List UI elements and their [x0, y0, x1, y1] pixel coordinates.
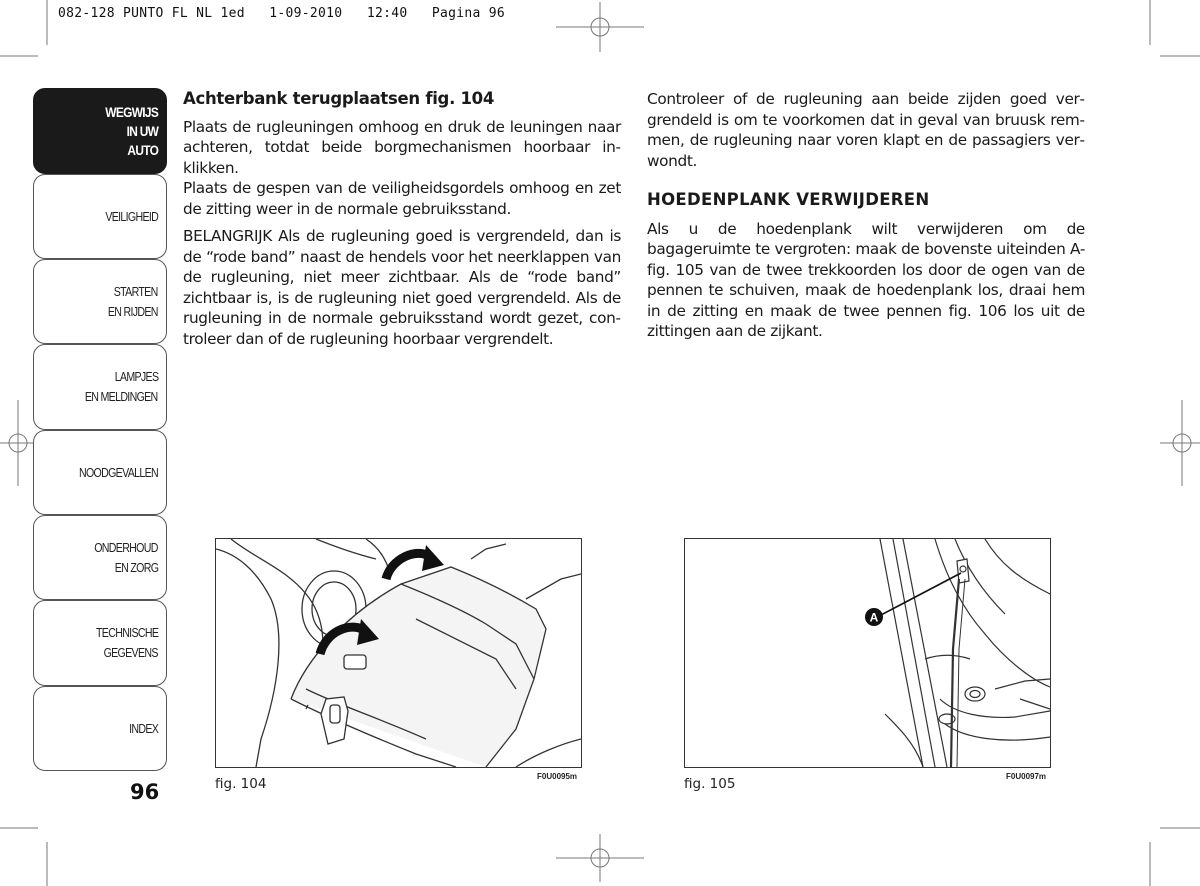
tab-wegwijs-in-uw-auto[interactable]: WEGWIJS IN UW AUTO — [33, 88, 167, 174]
paragraph-controleer: Controleer of de rugleuning aan beide zijden goed vergrendeld is om te voorkomen dat in geval van bruusk remmen, de rugleuning naar voren klapt en de passagiers verwondt. — [647, 90, 1085, 170]
tab-lampjes-en-meldingen[interactable]: LAMPJES EN MELDINGEN — [33, 344, 167, 430]
section-heading-achterbank: Achterbank terugplaatsen fig. 104 — [183, 89, 495, 108]
callout-a-marker — [865, 608, 883, 626]
figure-104-image — [215, 538, 582, 768]
tab-veiligheid[interactable]: VEILIGHEID — [33, 174, 167, 259]
tab-technische-gegevens[interactable]: TECHNISCHE GEGEVENS — [33, 600, 167, 686]
registration-mark-right — [1160, 400, 1200, 486]
right-column — [647, 89, 1085, 342]
figure-105-caption: fig. 105 — [684, 776, 736, 792]
page-number: 96 — [130, 780, 160, 804]
registration-mark-top — [556, 2, 644, 52]
print-slug: 082-128 PUNTO FL NL 1ed 1-09-2010 12:40 Pagina 96 — [58, 6, 505, 21]
figure-105-image — [684, 538, 1051, 768]
section-heading-hoedenplank: HOEDENPLANK VERWIJDEREN — [647, 190, 930, 209]
figure-104-caption: fig. 104 — [215, 776, 267, 792]
tab-index[interactable]: INDEX — [33, 686, 167, 771]
paragraph-gespen: Plaats de gespen van de veiligheidsgordels omhoog en zet de zitting weer in de normale gebruiksstand. — [183, 179, 621, 218]
figure-105-code: F0U0097m — [1006, 772, 1047, 781]
rear-seat-illustration — [216, 539, 581, 767]
figure-104-code: F0U0095m — [537, 772, 578, 781]
paragraph-hoedenplank: Als u de hoedenplank wilt verwijderen om de bagageruimte te vergroten: maak de bovenste uiteinden A-fig. 105 van de twee trekkoorden los door de ogen van de pennen te schuiven, maak de hoedenplank los, draai hem in de zitting en maak de twee pennen fig. 106 los uit de zittingen aan de zijkant. — [647, 219, 1085, 340]
tab-onderhoud-en-zorg[interactable]: ONDERHOUD EN ZORG — [33, 515, 167, 600]
parcel-shelf-illustration — [685, 539, 1050, 767]
tab-noodgevallen[interactable]: NOODGEVALLEN — [33, 430, 167, 515]
paragraph-rugleuningen: Plaats de rugleuningen omhoog en druk de leuningen naar achteren, totdat beide borgmechanismen hoorbaar inklikken. — [183, 117, 621, 177]
registration-mark-bottom — [556, 834, 644, 882]
svg-text:A: A — [869, 610, 879, 625]
paragraph-belangrijk: BELANGRIJK Als de rugleuning goed is vergrendeld, dan is de “rode band” naast de hendels voor het neerklappen van de rugleuning, niet meer zichtbaar. Als de “rode band” zichtbaar is, is de rugleuning niet goed vergrendeld. Als de rugleuning in de normale gebruiksstand wordt gezet, controleer dan of de rugleuning hoorbaar vergrendelt. — [183, 227, 621, 348]
tab-starten-en-rijden[interactable]: STARTEN EN RIJDEN — [33, 259, 167, 344]
left-column — [183, 89, 621, 349]
